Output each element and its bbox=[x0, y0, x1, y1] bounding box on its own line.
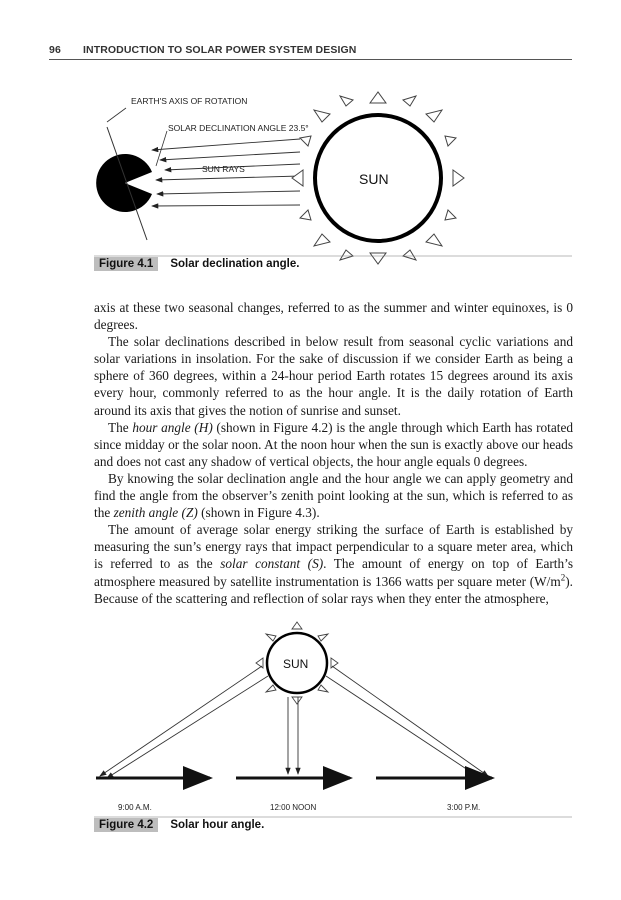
label-time-noon: 12:00 NOON bbox=[270, 803, 317, 812]
label-sun-2: SUN bbox=[283, 657, 309, 671]
axis-leader-line bbox=[107, 108, 126, 122]
paragraph-2: The solar declinations described in below result from seasonal cyclic variations and solar variations in insolation. For the sake of discussion if we consider Earth as being a sphere of 360 degrees, within a 24-hour period Earth rotates 15 degrees around its axis every hour, commonly referred to as the hour angle. It is the daily rotation of Earth around its axis that gives the notion of sunrise and sunset. bbox=[94, 334, 573, 418]
label-sun-1: SUN bbox=[359, 171, 389, 187]
figure-1-tag: Figure 4.1 bbox=[94, 257, 158, 271]
label-sun-rays: SUN RAYS bbox=[202, 164, 245, 174]
term-hour-angle: hour angle (H) bbox=[132, 419, 213, 435]
label-time-3pm: 3:00 P.M. bbox=[447, 803, 481, 812]
paragraph-4: By knowing the solar declination angle and the hour angle we can apply geometry and find the angle from the observer’s zenith point looking at the sun, which is referred to as the zenith angle (Z) (shown in Figure 4.3). bbox=[94, 470, 573, 521]
body-text bbox=[94, 299, 573, 607]
label-time-9am: 9:00 A.M. bbox=[118, 803, 152, 812]
figure-1-caption-text: Solar declination angle. bbox=[170, 258, 300, 270]
earth-shape bbox=[96, 154, 152, 212]
term-zenith-angle: zenith angle (Z) bbox=[113, 505, 198, 521]
running-title: INTRODUCTION TO SOLAR POWER SYSTEM DESIGN bbox=[83, 44, 357, 56]
figure-2-caption bbox=[94, 819, 264, 831]
label-declination-angle: SOLAR DECLINATION ANGLE 23.5° bbox=[168, 123, 309, 133]
term-solar-constant: solar constant (S) bbox=[220, 556, 324, 572]
page-number: 96 bbox=[49, 44, 61, 56]
figure-2-tag: Figure 4.2 bbox=[94, 818, 158, 832]
paragraph-3: The hour angle (H) (shown in Figure 4.2) is the angle through which Earth has rotated since midday or the solar noon. At the noon hour when the sun is exactly above our heads and does not cast any shadow of vertical objects, the hour angle equals 0 degrees. bbox=[94, 419, 573, 469]
declination-leader bbox=[156, 131, 167, 166]
paragraph-5: The amount of average solar energy striking the surface of Earth is established by measuring the sun’s energy rays that impact perpendicular to a square meter area, which is referred to as the solar constant (S). The amount of energy on top of Earth’s atmosphere measured by satellite instrumentation is 1366 watts per square meter $(W/m^2)$. Because of the scattering and reflection of solar rays when they enter the atmosphere, bbox=[94, 522, 573, 606]
label-axis-of-rotation: EARTH'S AXIS OF ROTATION bbox=[131, 96, 248, 106]
figure-1-caption bbox=[94, 258, 299, 270]
figure-2-caption-text: Solar hour angle. bbox=[170, 819, 265, 831]
paragraph-1: axis at these two seasonal changes, referred to as the summer and winter equinoxes, is 0 degrees. bbox=[94, 300, 573, 333]
